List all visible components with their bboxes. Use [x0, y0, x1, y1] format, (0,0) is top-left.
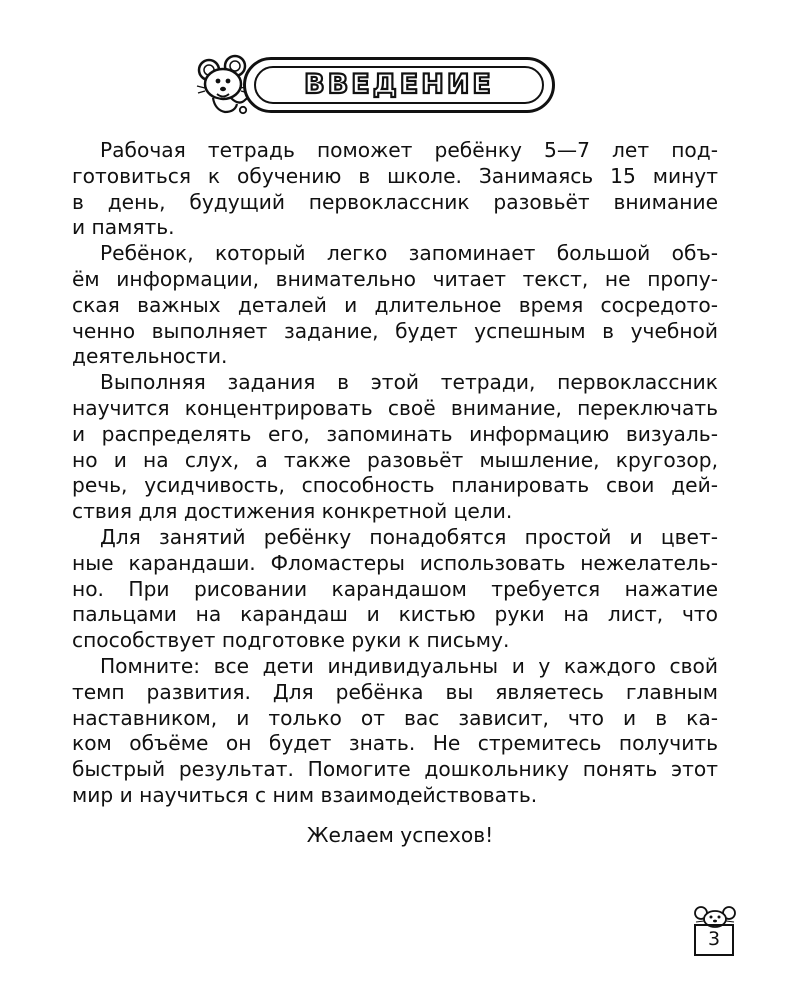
- text-line: деятельности.: [72, 344, 228, 369]
- text-line: Ребёнок, который легко запоминает большой объ-: [100, 241, 718, 266]
- text-line: ствия для достижения конкретной цели.: [72, 499, 513, 524]
- text-line: ченно выполняет задание, будет успешным в учебной: [72, 318, 718, 343]
- text-line: быстрый результат. Помогите дошкольнику понять этот: [72, 757, 718, 782]
- text-line: наставником, и только от вас зависит, что и в ка-: [72, 705, 718, 730]
- text-line: темп развития. Для ребёнка вы являетесь главным: [72, 679, 718, 704]
- text-line: научится концентрировать своё внимание, переключать: [72, 395, 718, 420]
- paragraph: [72, 370, 718, 525]
- text-line: и распределять его, запоминать информацию визуаль-: [72, 421, 718, 446]
- chapter-header: [195, 54, 565, 120]
- intro-text: [72, 138, 718, 809]
- page-number-block: [690, 904, 740, 956]
- text-line: Выполняя задания в этой тетради, первоклассник: [100, 370, 718, 395]
- paragraph: [72, 525, 718, 654]
- text-line: мир и научиться с ним взаимодействовать.: [72, 782, 538, 807]
- text-line: Рабочая тетрадь поможет ребёнку 5—7 лет под-: [100, 138, 718, 162]
- page-title: ВВЕДЕНИЕ: [304, 69, 494, 100]
- page-number: 3: [694, 924, 734, 956]
- text-line: способствует подготовке руки к письму.: [72, 628, 510, 653]
- text-line: ком объёме он будет знать. Не стремитесь получить: [72, 731, 718, 756]
- text-line: ём информации, внимательно читает текст, не пропу-: [72, 266, 718, 291]
- text-line: пальцами на карандаш и кистью руки на лист, что: [72, 602, 718, 627]
- text-line: ская важных деталей и длительное время сосредото-: [72, 292, 718, 317]
- text-line: речь, усидчивость, способность планировать свои дей-: [72, 473, 718, 498]
- text-line: и память.: [72, 215, 175, 240]
- text-line: ные карандаши. Фломастеры использовать нежелатель-: [72, 550, 718, 575]
- text-line: в день, будущий первоклассник разовьёт внимание: [72, 189, 718, 214]
- text-line: Помните: все дети индивидуальны и у каждого свой: [100, 653, 718, 678]
- text-line: но. При рисовании карандашом требуется нажатие: [72, 576, 718, 601]
- paragraph: [72, 138, 718, 241]
- closing-line: Желаем успехов!: [306, 823, 494, 847]
- text-line: Для занятий ребёнку понадобятся простой и цвет-: [100, 524, 718, 549]
- paragraph: [72, 654, 718, 809]
- text-line: но и на слух, а также разовьёт мышление, кругозор,: [72, 447, 718, 472]
- text-line: готовиться к обучению в школе. Занимаясь 15 минут: [72, 163, 718, 188]
- paragraph: [72, 241, 718, 370]
